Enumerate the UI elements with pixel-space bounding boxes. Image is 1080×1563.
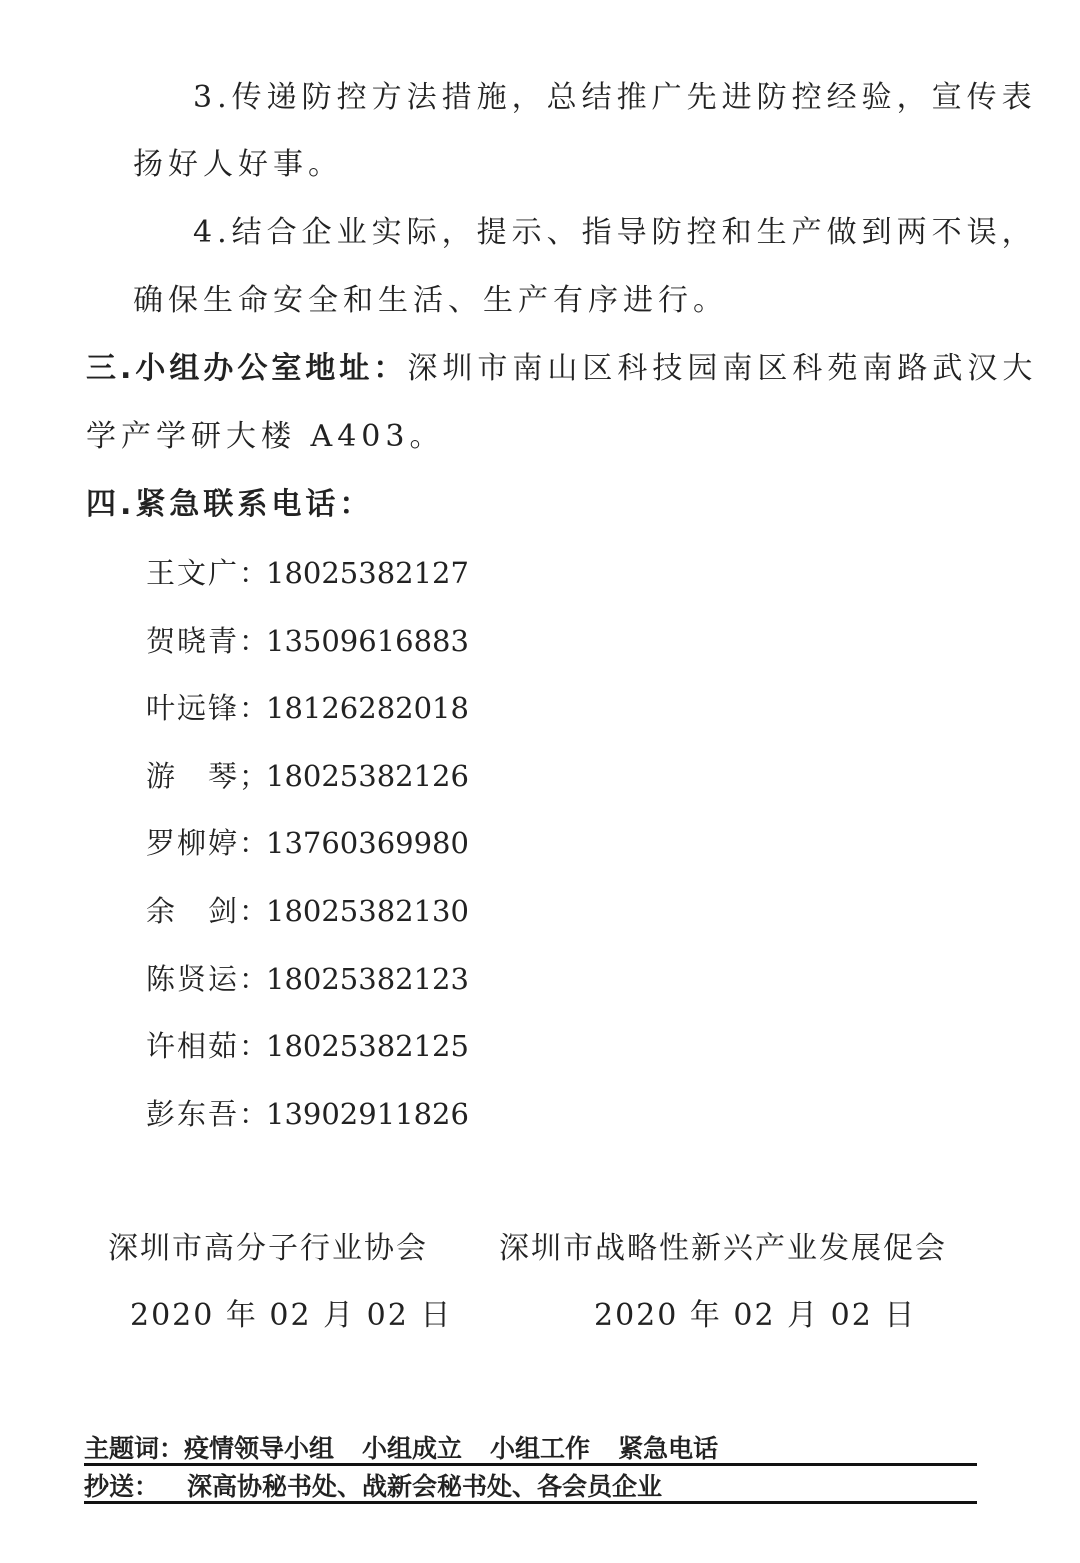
contact-row	[146, 756, 469, 796]
contact-row	[146, 688, 469, 728]
contact-name: 叶远锋：	[146, 691, 271, 725]
contact-phone: 18126282018	[266, 691, 469, 725]
keyword: 小组成立	[362, 1434, 463, 1463]
keyword: 疫情领导小组	[184, 1434, 335, 1463]
item-3-line-1: 3.传递防控方法措施，总结推广先进防控经验，宣传表	[193, 80, 1037, 115]
contact-row	[146, 1094, 469, 1134]
contact-name: 王文广：	[146, 556, 271, 590]
contact-name: 游 琴；	[146, 759, 271, 793]
contact-row	[146, 1026, 469, 1066]
contact-phone: 13509616883	[266, 624, 469, 658]
contact-phone: 13902911826	[266, 1097, 469, 1131]
section-3-line-1	[86, 349, 1037, 389]
office-address-line-1: 深圳市南山区科技园南区科苑南路武汉大	[407, 351, 1038, 386]
keyword: 紧急电话	[618, 1434, 719, 1463]
contact-phone: 18025382130	[266, 894, 469, 928]
contact-phone: 18025382127	[266, 556, 469, 590]
contact-name: 许相茹：	[146, 1029, 271, 1063]
signature-right-date: 2020 年 02 月 02 日	[594, 1298, 917, 1333]
contact-name: 罗柳婷：	[146, 826, 271, 860]
contact-row	[146, 553, 469, 593]
section-4-label: 四.紧急联系电话：	[86, 487, 374, 522]
contact-name: 彭东吾：	[146, 1097, 271, 1131]
cc-label: 抄送：	[84, 1472, 160, 1501]
item-4-line-2: 确保生命安全和生活、生产有序进行。	[133, 283, 728, 318]
contact-phone: 18025382126	[266, 759, 469, 793]
signature-left-org: 深圳市高分子行业协会	[108, 1231, 428, 1266]
item-4-line-1: 4.结合企业实际，提示、指导防控和生产做到两不误，	[193, 215, 1037, 250]
cc-row	[84, 1471, 977, 1503]
contact-phone: 18025382123	[266, 962, 469, 996]
contact-row	[146, 621, 469, 661]
keyword: 小组工作	[490, 1434, 591, 1463]
signature-left-date: 2020 年 02 月 02 日	[130, 1298, 453, 1333]
keywords-label: 主题词：	[84, 1434, 185, 1463]
signature-right-org: 深圳市战略性新兴产业发展促会	[499, 1231, 947, 1266]
contact-name: 贺晓青：	[146, 624, 271, 658]
contact-phone: 13760369980	[266, 826, 469, 860]
item-3-line-2: 扬好人好事。	[133, 147, 343, 182]
office-address-line-2: 学产学研大楼 A403。	[86, 419, 445, 454]
cc-recipients: 深高协秘书处、战新会秘书处、各会员企业	[187, 1472, 663, 1501]
footer-divider-bottom	[84, 1501, 977, 1504]
contact-row	[146, 823, 469, 863]
keywords-row	[84, 1433, 977, 1465]
contact-row	[146, 959, 469, 999]
contact-name: 余 剑：	[146, 894, 271, 928]
section-3-label: 三.小组办公室地址：	[86, 351, 408, 386]
contact-phone: 18025382125	[266, 1029, 469, 1063]
footer-divider-top	[84, 1463, 977, 1466]
contact-row	[146, 891, 469, 931]
contact-name: 陈贤运：	[146, 962, 271, 996]
